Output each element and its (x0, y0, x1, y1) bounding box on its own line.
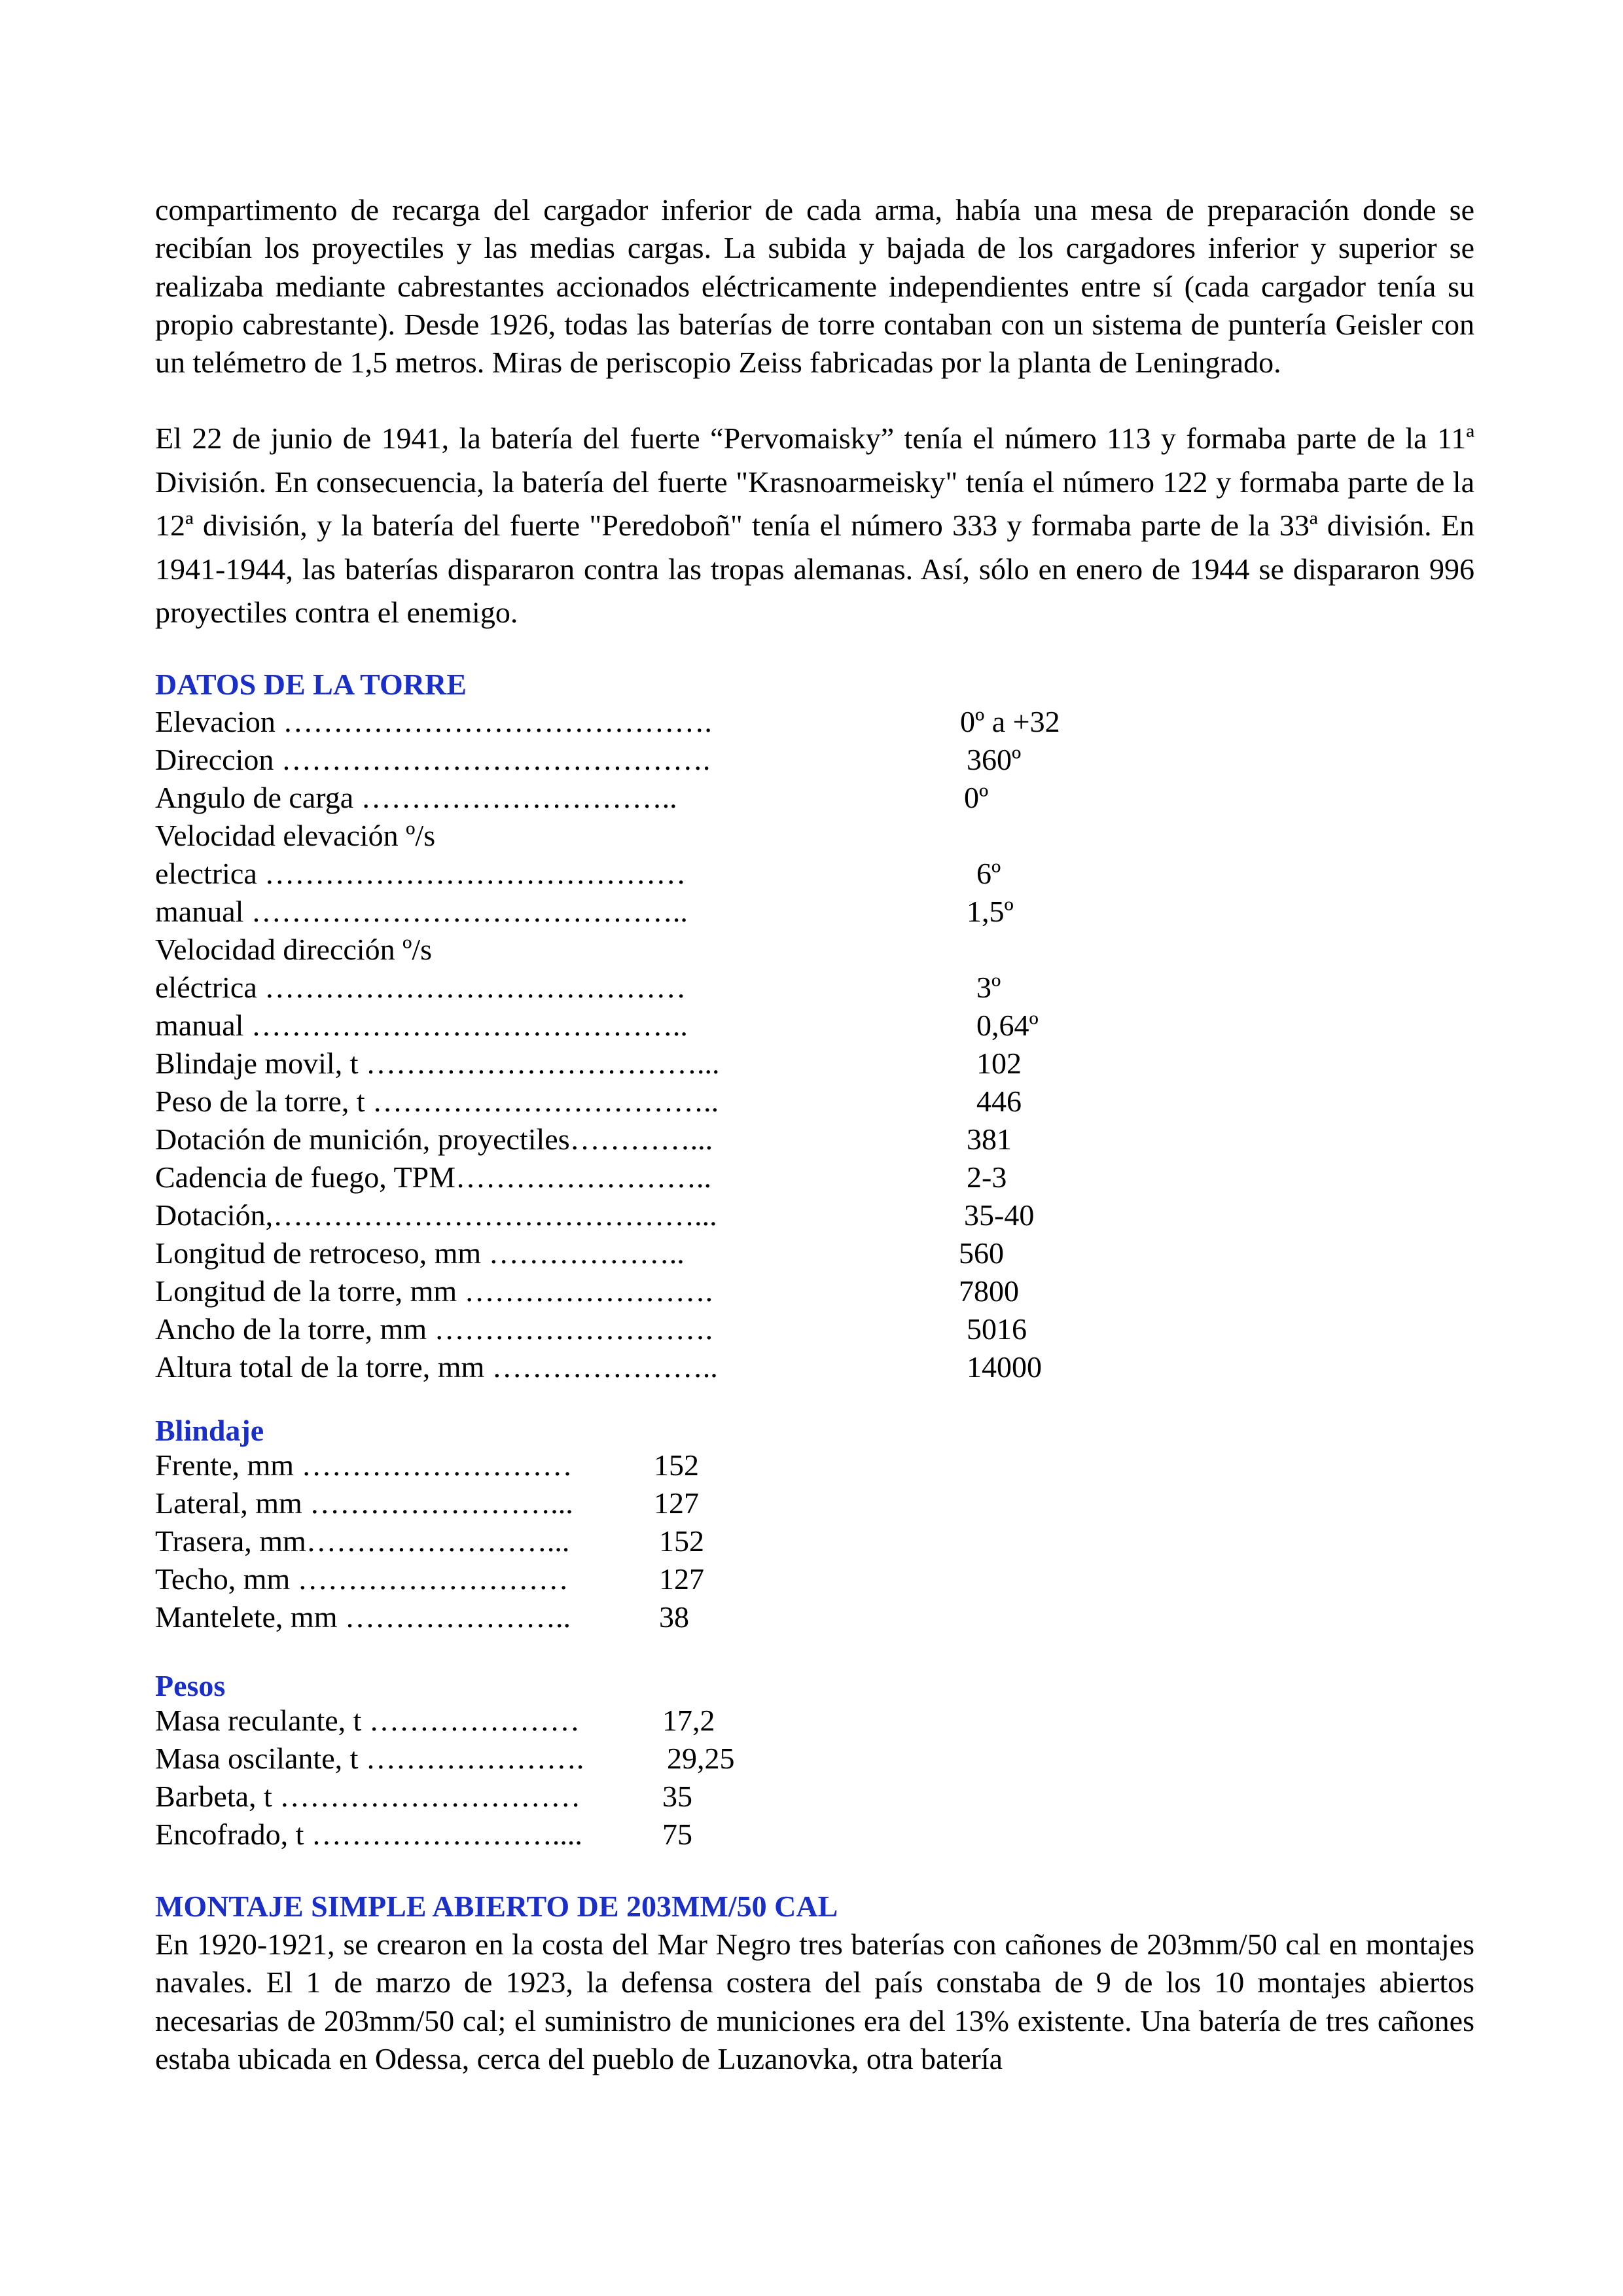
row-value: 35 (662, 1780, 692, 1813)
row-label: Barbeta, t ………………………… (155, 1780, 581, 1813)
row-label: Dotación de munición, proyectiles…………... (155, 1122, 713, 1156)
paragraph-montaje: En 1920-1921, se crearon en la costa del Mar Negro tres baterías con cañones de 203mm/50 cal en montajes navales. El 1 de marzo de 1923, la defensa costera del país constaba de 9 de los 10 montajes abiertos necesarias de 203mm/50 cal; el suministro de municiones era del 13% existente. Una batería de tres cañones estaba ubicada en Odessa, cerca del pueblo de Luzanovka, otra batería (155, 1928, 1474, 2075)
row-value: 17,2 (662, 1704, 715, 1737)
row-value: 560 (959, 1236, 1004, 1270)
row-label: Velocidad elevación º/s (155, 819, 436, 852)
row-label: Direccion ……………………………………. (155, 743, 711, 776)
row-label: Elevacion ……………………………………. (155, 705, 712, 738)
row-value: 152 (659, 1524, 704, 1558)
row-value: 5016 (967, 1312, 1027, 1346)
row-label: Altura total de la torre, mm ………………….. (155, 1350, 718, 1384)
row-label: electrica …………………………………… (155, 857, 687, 890)
row-label: Masa oscilante, t …………………. (155, 1742, 584, 1775)
row-value: 38 (659, 1600, 689, 1634)
row-label: Blindaje movil, t ……………………………... (155, 1047, 720, 1080)
row-value: 102 (976, 1047, 1022, 1080)
row-value: 0º (964, 781, 989, 814)
row-value: 2-3 (967, 1160, 1007, 1194)
row-value: 35-40 (964, 1198, 1035, 1232)
row-value: 152 (654, 1448, 699, 1482)
row-value: 0,64º (976, 1009, 1039, 1042)
row-label: Trasera, mm……………………... (155, 1524, 570, 1558)
row-value: 446 (976, 1085, 1022, 1118)
row-value: 127 (654, 1486, 699, 1520)
row-label: Encofrado, t …………………….... (155, 1818, 582, 1851)
row-value: 1,5º (967, 895, 1014, 928)
paragraph-recarga: compartimento de recarga del cargador inferior de cada arma, había una mesa de preparación donde se recibían los proyectiles y las medias cargas. La subida y bajada de los cargadores inferior y superior se realizaba mediante cabrestantes accionados eléctricamente independientes entre sí (cada cargador tenía su propio cabrestante). Desde 1926, todas las baterías de torre contaban con un sistema de puntería Geisler con un telémetro de 1,5 metros. Miras de periscopio Zeiss fabricadas por la planta de Leningrado. (155, 193, 1474, 380)
heading-montaje: MONTAJE SIMPLE ABIERTO DE 203MM/50 CAL (155, 1890, 838, 1923)
row-value: 29,25 (667, 1742, 735, 1775)
row-value: 7800 (959, 1274, 1019, 1308)
row-label: Mantelete, mm ………………….. (155, 1600, 571, 1634)
heading-pesos: Pesos (155, 1669, 226, 1702)
row-label: Velocidad dirección º/s (155, 933, 433, 966)
row-label: Angulo de carga ………………………….. (155, 781, 677, 814)
row-label: manual …………………………………….. (155, 1009, 688, 1042)
row-value: 75 (662, 1818, 692, 1851)
row-value: 6º (976, 857, 1001, 890)
row-label: Frente, mm ……………………… (155, 1448, 573, 1482)
row-value: 3º (976, 971, 1001, 1004)
row-value: 0º a +32 (960, 705, 1060, 738)
row-label: Dotación,……………………………………... (155, 1198, 717, 1232)
row-label: eléctrica …………………………………… (155, 971, 687, 1004)
row-label: Longitud de retroceso, mm ……………….. (155, 1236, 685, 1270)
row-value: 381 (967, 1122, 1012, 1156)
heading-blindaje: Blindaje (155, 1414, 264, 1447)
heading-datos-torre: DATOS DE LA TORRE (155, 668, 467, 701)
row-label: manual …………………………………….. (155, 895, 688, 928)
paragraph-1941: El 22 de junio de 1941, la batería del fuerte “Pervomaisky” tenía el número 113 y formaba parte de la 11ª División. En consecuencia, la batería del fuerte "Krasnoarmeisky" tenía el número 122 y formaba parte de la 12ª división, y la batería del fuerte "Peredoboñ" tenía el número 333 y formaba parte de la 33ª división. En 1941-1944, las baterías dispararon contra las tropas alemanas. Así, sólo en enero de 1944 se dispararon 996 proyectiles contra el enemigo. (155, 422, 1474, 629)
row-label: Cadencia de fuego, TPM…………………….. (155, 1160, 712, 1194)
row-value: 127 (659, 1562, 704, 1596)
row-label: Techo, mm ……………………… (155, 1562, 569, 1596)
row-value: 14000 (967, 1350, 1042, 1384)
row-label: Ancho de la torre, mm ………………………. (155, 1312, 713, 1346)
row-label: Masa reculante, t ………………… (155, 1704, 580, 1737)
row-label: Longitud de la torre, mm ……………………. (155, 1274, 713, 1308)
row-label: Lateral, mm ……………………... (155, 1486, 573, 1520)
row-value: 360º (967, 743, 1022, 776)
row-label: Peso de la torre, t …………………………….. (155, 1085, 719, 1118)
